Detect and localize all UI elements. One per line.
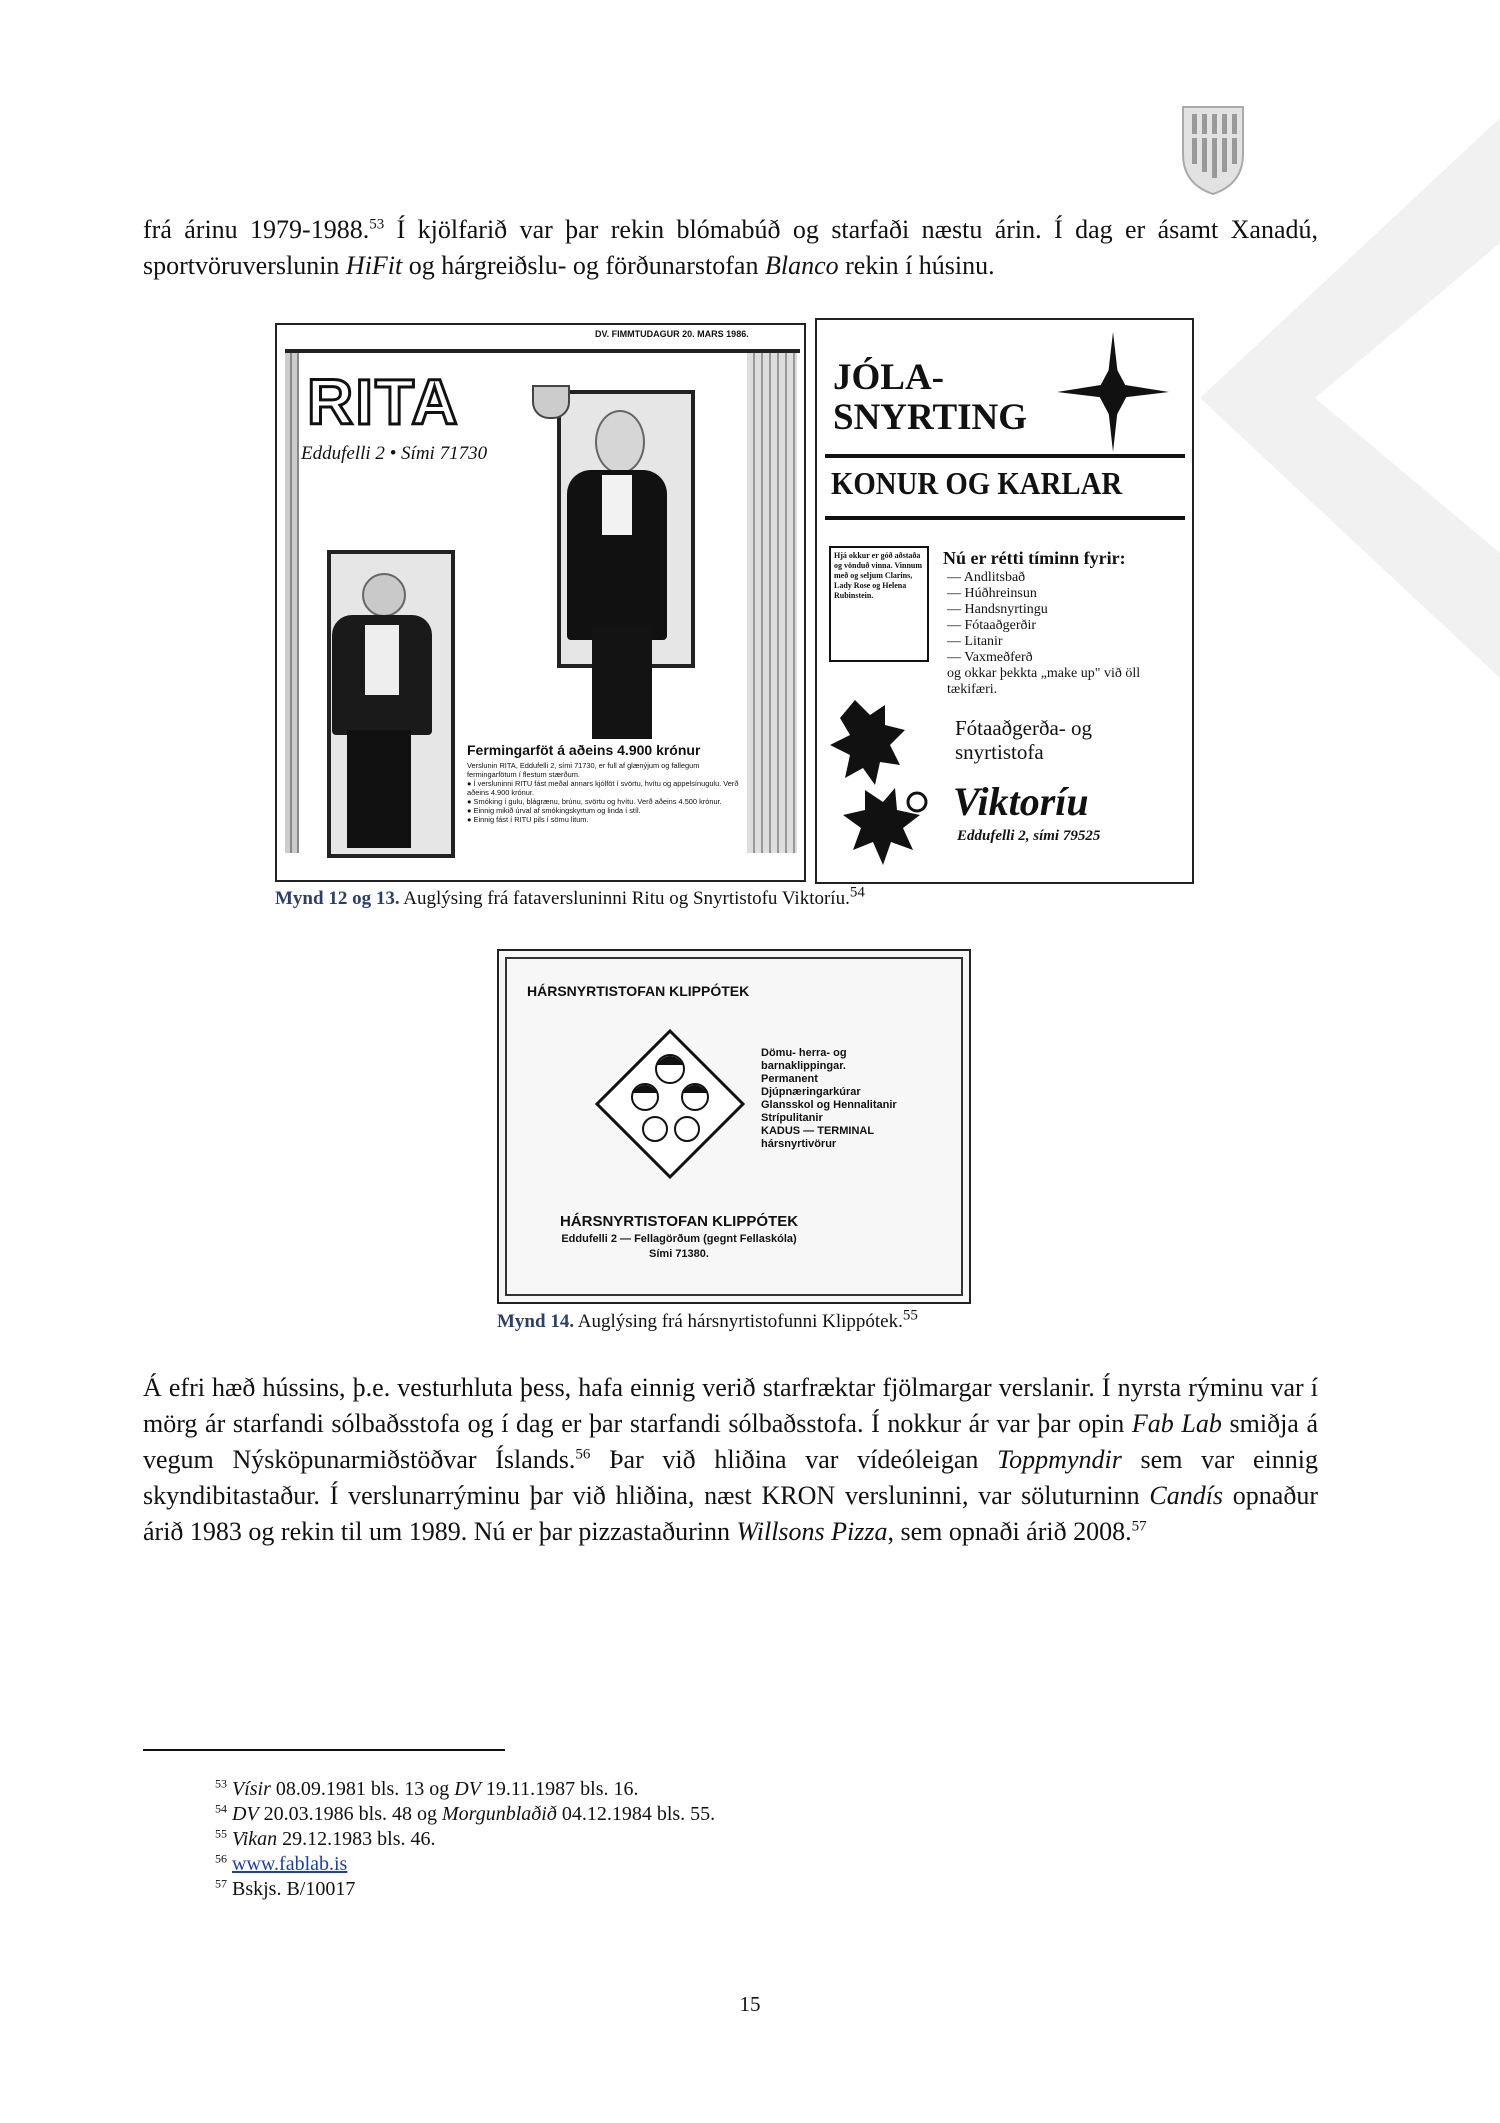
- viktoria-address: Eddufelli 2, sími 79525: [957, 828, 1101, 844]
- ad-date: DV. FIMMTUDAGUR 20. MARS 1986.: [595, 329, 749, 339]
- shop-line-1: Fótaaðgerða- og: [955, 716, 1093, 740]
- footnote-55: $^{55}$ Vikan 29.12.1983 bls. 46.: [215, 1826, 436, 1850]
- rita-address: Eddufelli 2 • Sími 71730: [301, 443, 488, 464]
- jola-title-2: SNYRTING: [833, 397, 1028, 438]
- footnote-ref-55[interactable]: 55: [902, 1307, 918, 1324]
- klippotek-services: Dömu- herra- og barnaklippingar. Permanent Djúpnæringarkúrar Glansskol og Hennalitanir Strípulitanir KADUS — TERMINAL hársnyrtivörur: [761, 1047, 897, 1150]
- shop-line-2: snyrtistofa: [955, 740, 1044, 764]
- footnote-ref-54[interactable]: 54: [849, 884, 865, 901]
- star-icon: [1057, 332, 1169, 452]
- rita-advertisement-image: [275, 323, 806, 882]
- footnote-ref-56[interactable]: 56: [575, 1446, 591, 1463]
- municipal-crest-logo: [1180, 104, 1246, 196]
- boy-figure: [595, 410, 645, 474]
- page-number: 15: [739, 1992, 761, 2016]
- jola-title-1: JÓLA-: [833, 357, 944, 398]
- klippotek-advertisement-image: [497, 949, 971, 1304]
- klippotek-phone: Sími 71380.: [649, 1248, 709, 1260]
- fablab-link[interactable]: www.fablab.is: [232, 1853, 348, 1875]
- footnote-54: $^{54}$ DV 20.03.1986 bls. 48 og Morgunblaðið 04.12.1984 bls. 55.: [215, 1801, 716, 1825]
- klippotek-header: HÁRSNYRTISTOFAN KLIPPÓTEK: [527, 983, 750, 999]
- konur-og-karlar: KONUR OG KARLAR: [831, 465, 1123, 501]
- footnote-ref-57[interactable]: 57: [1131, 1518, 1147, 1535]
- upper-floor-paragraph: Á efri hæð hússins, þ.e. vesturhluta þess, hafa einnig verið starfræktar fjölmargar verslanir. Í nyrsta rýminu var í mörg ár starfandi sólbaðsstofa og í dag er þar starfandi sólbaðsstofa. Í nokkur ár var þar opin Fab Lab smiðja á vegum Nýsköpunarmiðstöðvar Íslands.$^{56}$ Þar við hliðina var vídeóleigan Toppmyndir sem var einnig skyndibitastaður. Í verslunarrýminu þar við hliðina, næst KRON versluninni, var söluturninn Candís opnaður árið 1983 og rekin til um 1989. Nú er þar pizzastaðurinn Willsons Pizza, sem opnaði árið 2008.57: [143, 1373, 1318, 1546]
- viktoria-advertisement-image: [815, 318, 1194, 884]
- services-list: — Andlitsbað — Húðhreinsun — Handsnyrtingu — Fótaaðgerðir — Litanir — Vaxmeðferð og okkar þekkta „make up" við öll tækifæri.: [947, 570, 1141, 697]
- rita-body-text: Verslunin RITA, Eddufelli 2, sími 71730, er full af glænýjum og fallegum fermingarfötum í flestum stærðum. ● Í versluninni RITU fást meðal annars kjólföt í svörtu, hvítu og appelsínugulu. Verð aðeins 4.900 krónur. ● Smóking í gulu, blágrænu, brúnu, svörtu og hvítu. Verð aðeins 4.500 krónur. ● Einnig mikið úrval af smókingskyrtum og linda í stíl. ● Einnig fást í RITU pils í sömu litum.: [467, 761, 739, 824]
- footnote-separator: [143, 1749, 505, 1751]
- background-chevron-watermark: [1200, 118, 1500, 678]
- figure-caption-14: Mynd 14. Auglýsing frá hársnyrtistofunni Klippótek.$^{55}$: [497, 1307, 918, 1332]
- info-box: Hjá okkur er góð aðstaða og vönduð vinna. Vinnum með og seljum Clarins, Lady Rose og Helena Rubinstein.: [829, 546, 929, 662]
- footnote-53: $^{53}$ Vísir 08.09.1981 bls. 13 og DV 19.11.1987 bls. 16.: [215, 1776, 639, 1800]
- rita-logo: RITA: [307, 366, 460, 438]
- hair-salon-illustration: [595, 1029, 745, 1179]
- holly-leaf-icon: [825, 690, 935, 870]
- footnote-ref-53[interactable]: 53: [369, 216, 385, 233]
- footnote-56: $^{56}$ www.fablab.is: [215, 1851, 348, 1875]
- footnote-57: $^{57}$ Bskjs. B/10017: [215, 1876, 356, 1900]
- intro-paragraph: frá árinu 1979-1988.53 Í kjölfarið var þar rekin blómabúð og starfaði næstu árin. Í dag er ásamt Xanadú, sportvöruverslunin HiFit og hárgreiðslu- og förðunarstofan Blanco rekin í húsinu.: [143, 215, 1318, 280]
- services-heading: Nú er rétti tíminn fyrir:: [943, 548, 1126, 568]
- klippotek-name: HÁRSNYRTISTOFAN KLIPPÓTEK: [559, 1213, 799, 1230]
- rita-headline: Fermingarföt á aðeins 4.900 krónur: [467, 742, 701, 758]
- klippotek-address: Eddufelli 2 — Fellagörðum (gegnt Fellaskóla): [561, 1233, 797, 1245]
- viktoria-name: Viktoríu: [953, 779, 1089, 824]
- figure-caption-12-13: Mynd 12 og 13. Auglýsing frá fataversluninni Ritu og Snyrtistofu Viktoríu.$^{54}$: [275, 884, 865, 909]
- girl-figure: [362, 573, 406, 617]
